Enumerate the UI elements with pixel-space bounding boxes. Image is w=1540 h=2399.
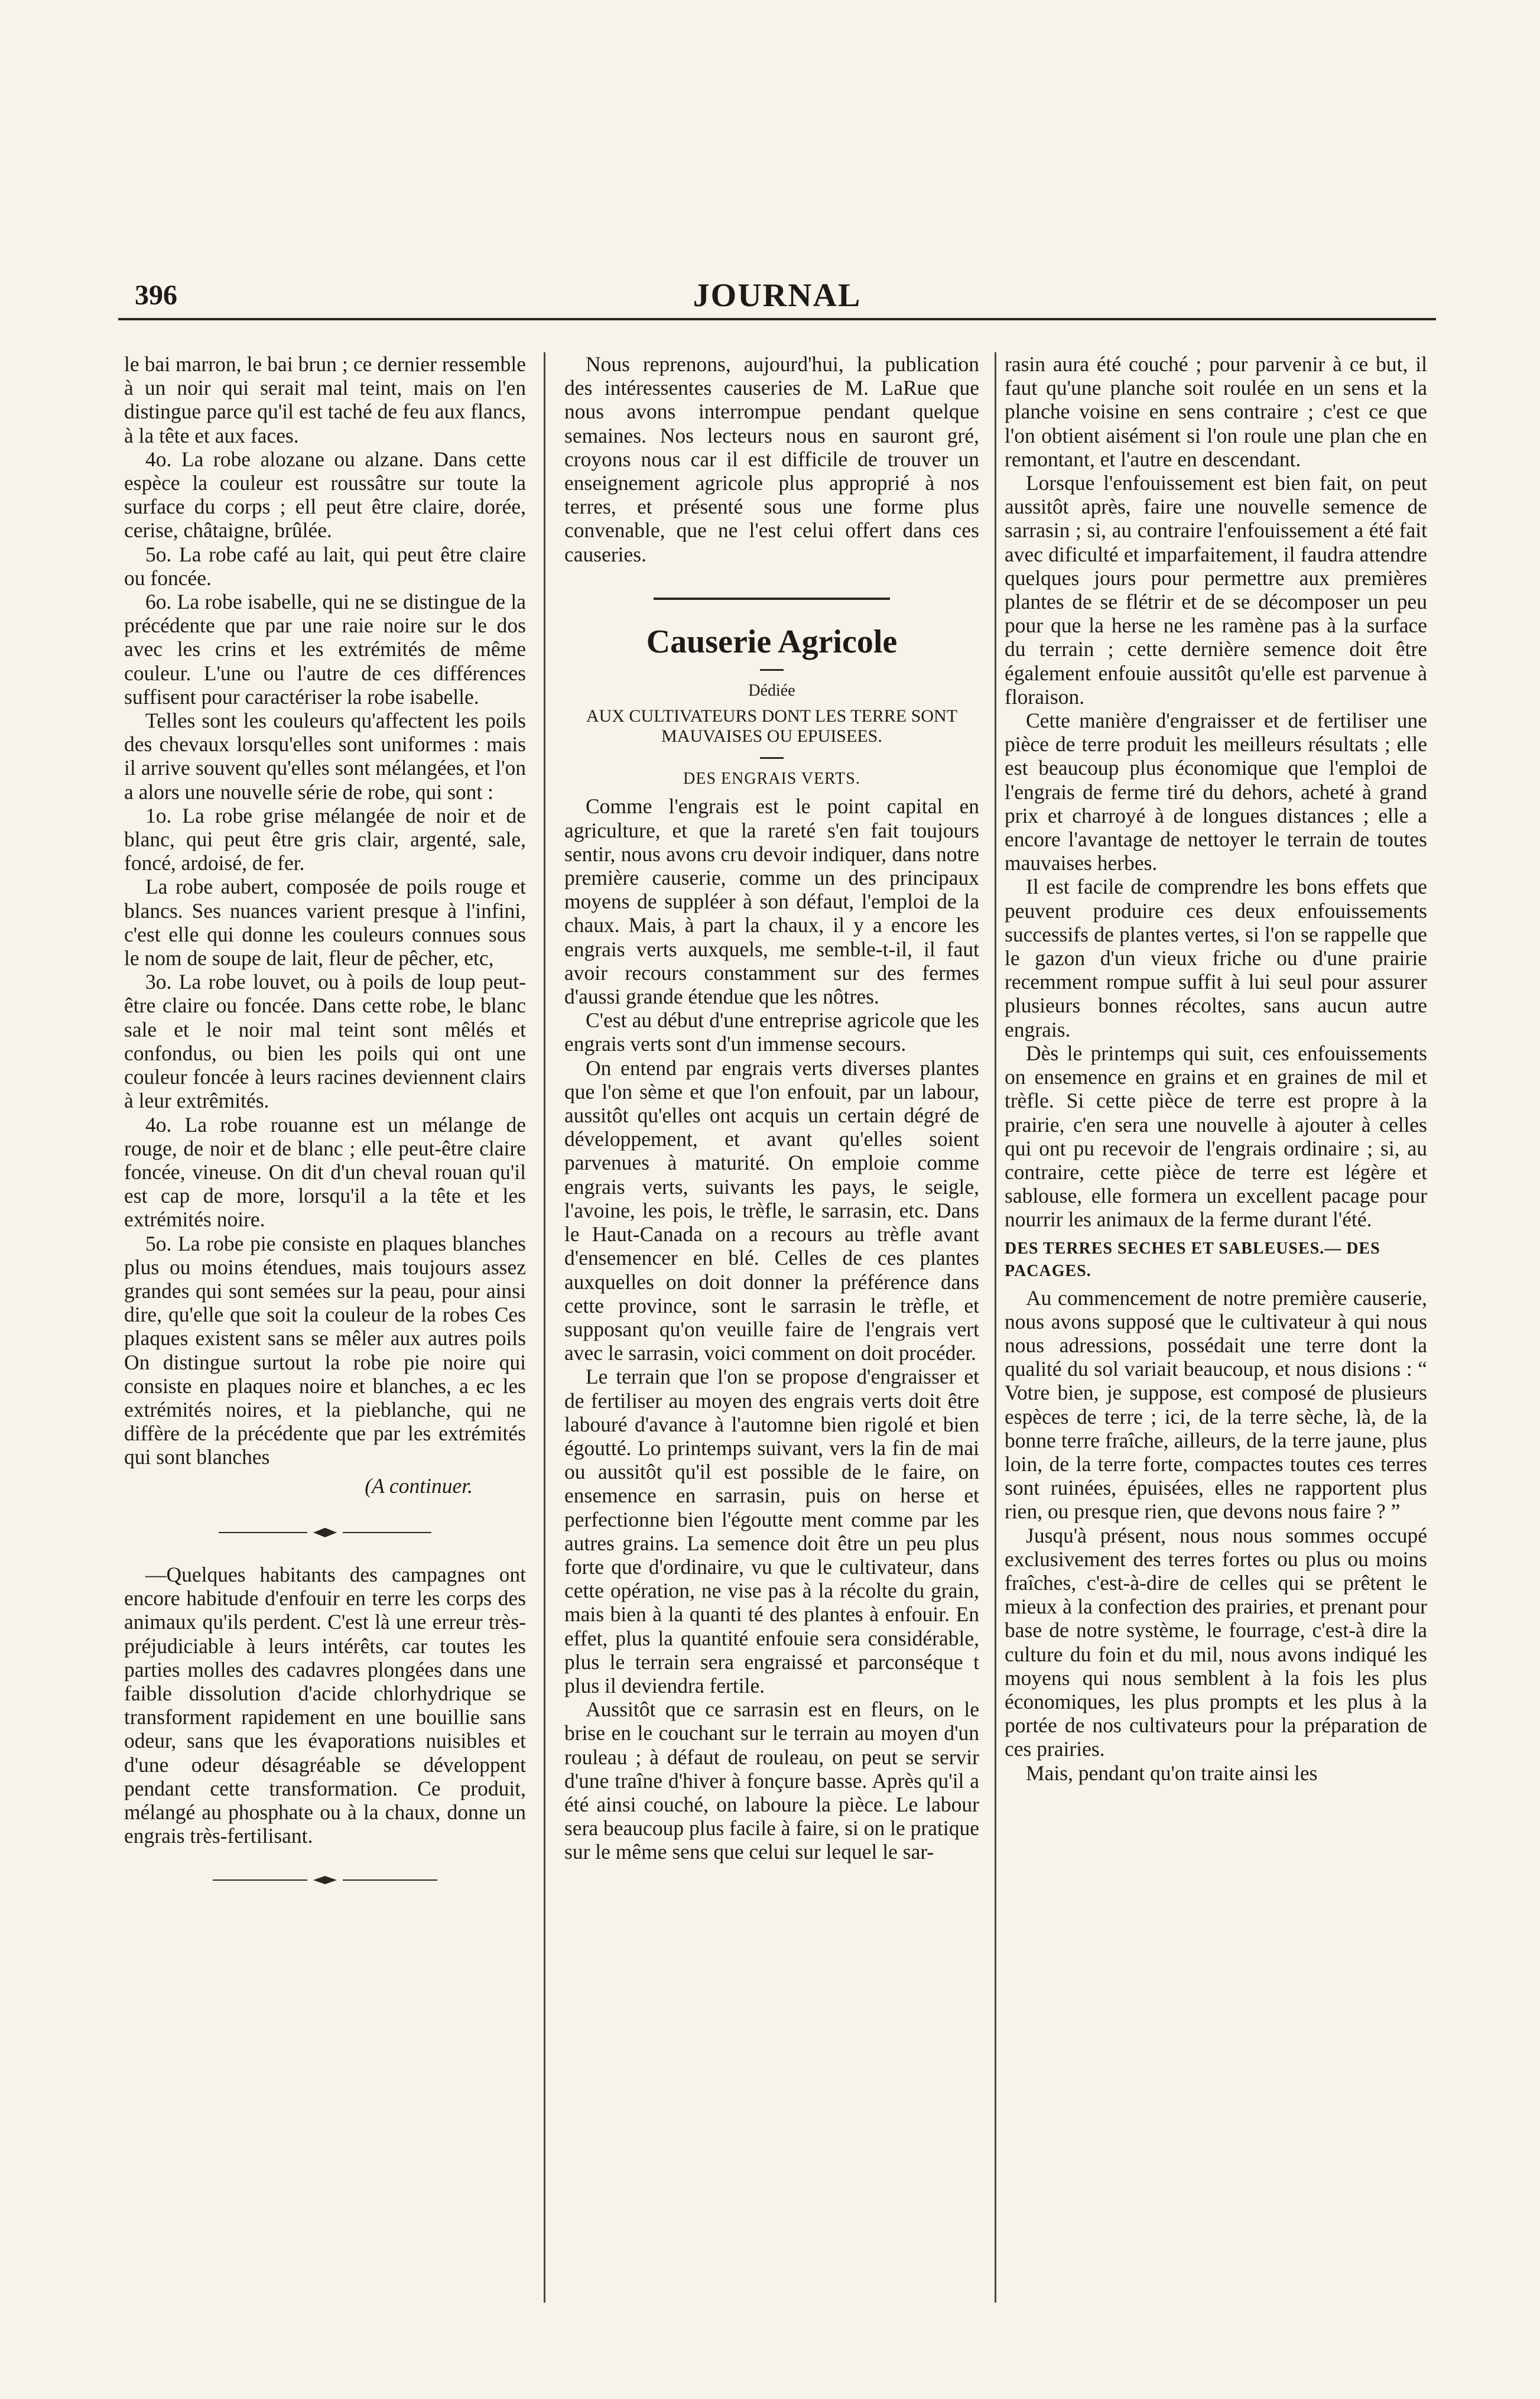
continued-note: (A continuer. [365,1473,473,1498]
paragraph: Jusqu'à présent, nous nous sommes occupé exclusivement des terres fortes ou plus ou moins fraîches, c'est-à-dire de celles qui se prêtent le mieux à la confection des prairies, et prenant pour base de notre système, le fourrage, c'est-à dire la culture du foin et du mil, nous avons indiqué les moyens qui nous semblent à la fois les plus économiques, les plus prompts et les plus à la portée de nos cultivateurs pour la préparation de ces prairies. [1005,1523,1427,1761]
column-rule-1 [544,352,545,2303]
dedication: Dédiée [748,681,795,700]
ornament-divider [564,587,979,611]
column-3 [1005,352,1427,1785]
short-rule [760,669,784,671]
paragraph: Il est facile de comprendre les bons effets que peuvent produire ces deux enfouissements successifs de plantes vertes, si l'on se rappelle que le gazon d'un vieux friche ou d'une prairie recemment rompue suffit à lui seul pour assurer plusieurs bonnes récoltes, sans aucun autre engrais. [1005,875,1427,1041]
paragraph: Cette manière d'engraisser et de fertiliser une pièce de terre produit les meilleurs résultats ; elle est beaucoup plus économique que l'emploi de l'engrais de ferme tiré du dehors, acheté à grand prix et charroyé à de longues distances ; elle a encore l'avantage de nettoyer le terrain de toutes mauvaises herbes. [1005,709,1427,875]
paragraph: 1o. La robe grise mélangée de noir et de blanc, qui peut être gris clair, argenté, sale, foncé, ardoisé, de fer. [124,803,526,875]
short-rule [760,757,784,759]
column-1 [124,352,526,1905]
paragraph: rasin aura été couché ; pour parvenir à ce but, il faut qu'une planche soit roulée en un sens et la planche voisine en sens contraire ; c'est ce que l'on obtient aisément si l'on roule une plan che en remontant, et l'autre en descendant. [1005,352,1427,471]
paragraph: La robe aubert, composée de poils rouge et blancs. Ses nuances varient presque à l'infini, c'est elle qui donne les couleurs connues sous le nom de soupe de lait, fleur de pêcher, etc, [124,875,526,970]
paragraph: —Quelques habitants des campagnes ont encore habitude d'enfouir en terre les corps des animaux qu'ils perdent. C'est là une erreur très-préjudiciable à leurs intérêts, car toutes les parties molles des cadavres plongées dans une faible dissolution d'acide chlorhydrique se transforment rapidement en une bouillie sans odeur, sans que les évaporations nuisibles et d'une odeur désagréable se développent pendant cette transformation. Ce produit, mélangé au phosphate ou à la chaux, donne un engrais très-fertilisant. [124,1562,526,1848]
paragraph: On entend par engrais verts diverses plantes que l'on sème et que l'on enfouit, par un labour, aussitôt qu'elles ont acquis un certain dégré de développement, et avant qu'elles soient parvenues à maturité. On emploie comme engrais verts, suivants les pays, le seigle, l'avoine, les pois, le trèfle, le sarrasin, etc. Dans le Haut-Canada on a recours au trèfle avant d'ensemencer en blé. Celles de ces plantes auxquelles on doit donner la préférence dans cette province, sont le sarrasin le trèfle, et supposant qu'on veuille faire de l'engrais vert avec le sarrasin, voici comment on doit procéder. [564,1056,979,1365]
page-number: 396 [135,280,177,311]
intro-paragraph: Nous reprenons, aujourd'hui, la publication des intéressentes causeries de M. LaRue que nous avons interrompue pendant quelque semaines. Nos lecteurs nous en sauront gré, croyons nous car il est difficile de trouver un enseignement agricole plus approprié à nos terres, et présenté sous une forme plus convenable, que ne l'est celui offert dans ces causeries. [564,352,979,566]
dedication-recipients: AUX CULTIVATEURS DONT LES TERRE SONT MAUVAISES OU EPUISEES. [586,706,958,746]
running-title: JOURNAL [693,277,862,314]
subheading: DES TERRES SECHES ET SABLEUSES.— DES PACAGES. [1005,1239,1380,1280]
paragraph: 3o. La robe louvet, ou à poils de loup peut-être claire ou foncée. Dans cette robe, le blanc sale et le noir mal teint sont mêlés et confondus, ou bien les poils qui ont une couleur foncée à leurs racines deviennent clairs à leur extrêmités. [124,970,526,1113]
paragraph: Le terrain que l'on se propose d'engraisser et de fertiliser au moyen des engrais verts doit être labouré d'avance à l'automne bien rigolé et bien égoutté. Lo printemps suivant, vers la fin de mai ou aussitôt qu'il est possible de le faire, on ensemence en sarrasin, puis on herse et perfectionne bien l'égoutte ment comme par les autres grains. La semence doit être un peu plus forte que d'ordinaire, vu que le cultivateur, dans cette opération, ne vise pas à la récolte du grain, mais bien à la quanti té des plantes à enfouir. En effet, plus la quantité enfouie sera considérable, plus le terrain sera engraissé et parconséque t plus il deviendra fertile. [564,1365,979,1697]
section-title: Causerie Agricole [646,624,898,661]
paragraph: Dès le printemps qui suit, ces enfouissements on ensemence en grains et en graines de mil et trèfle. Si cette pièce de terre est propre à la prairie, c'en sera une nouvelle à ajouter à celles qui ont pu recevoir de l'engrais ordinaire ; si, au contraire, cette pièce de terre est légère et sablouse, elle formera un excellent pacage pour nourrir les animaux de la ferme durant l'été. [1005,1041,1427,1232]
paragraph: Telles sont les couleurs qu'affectent les poils des chevaux lorsqu'elles sont uniformes : mais il arrive souvent qu'elles sont mélangées, et l'on a alors une nouvelle série de robe, qui sont : [124,709,526,804]
paragraph: 6o. La robe isabelle, qui ne se distingue de la précédente que par une raie noire sur le dos avec les crins et les extrémités de même couleur. L'une ou l'autre de ces différences suffisent pour caractériser la robe isabelle. [124,590,526,709]
paragraph: le bai marron, le bai brun ; ce dernier ressemble à un noir qui serait mal teint, mais on l'en distingue parce qu'il est taché de feu aux flancs, à la tête et aux faces. [124,352,526,447]
paragraph: Mais, pendant qu'on traite ainsi les [1026,1761,1318,1785]
subheading: DES ENGRAIS VERTS. [683,770,860,788]
paragraph: C'est au début d'une entreprise agricole que les engrais verts sont d'un immense secours. [564,1008,979,1056]
paragraph: 4o. La robe rouanne est un mélange de rouge, de noir et de blanc ; elle peut-être claire foncée, vineuse. On dit d'un cheval rouan qu'il est cap de more, lorsqu'il a la tête et les extrémités noire. [124,1112,526,1232]
page-header [118,277,1436,320]
paragraph: 5o. La robe café au lait, qui peut être claire ou foncée. [124,542,526,590]
paragraph: Aussitôt que ce sarrasin est en fleurs, on le brise en le couchant sur le terrain au moyen d'un rouleau ; à défaut de rouleau, on peut se servir d'une traîne d'hiver à fonçure basse. Après qu'il a été ainsi couché, on laboure la pièce. Le labour sera beaucoup plus facile à faire, si on le pratique sur le même sens que celui sur lequel le sar- [564,1697,979,1864]
column-2 [564,352,979,1864]
ornament-divider [124,1521,526,1545]
ornament-divider [124,1869,526,1892]
column-rule-2 [995,352,996,2303]
paragraph: Au commencement de notre première causerie, nous avons supposé que le cultivateur à qui nous nous adressions, possédait une terre dont la qualité du sol variait beaucoup, et nous disions : “ Votre bien, je suppose, est composé de plusieurs espèces de terre ; ici, de la terre sèche, là, de la bonne terre fraîche, ailleurs, de la terre jaune, plus loin, de la terre forte, compactes toutes ces terres sont ruinées, épuisées, elles ne rapportent plus rien, ou presque rien, que devons nous faire ? ” [1005,1285,1427,1524]
paragraph: 4o. La robe alozane ou alzane. Dans cette espèce la couleur est roussâtre sur toute la surface du corps ; ell peut être claire, dorée, cerise, châtaigne, brûlée. [124,447,526,543]
paragraph: Lorsque l'enfouissement est bien fait, on peut aussitôt après, faire une nouvelle semence de sarrasin ; si, au contraire l'enfouissement a été fait avec dificulté et imparfaitement, il faudra attendre quelques jours pour permettre aux premières plantes de se flétrir et de se décomposer un peu pour que la herse ne les ramène pas à la surface du terrain ; cette dernière semence doit être également enfouie aussitôt qu'elle est parvenue à floraison. [1005,471,1427,709]
paragraph: Comme l'engrais est le point capital en agriculture, et que la rareté s'en fait toujours sentir, nous avons cru devoir indiquer, dans notre première causerie, comme un des principaux moyens de suppléer à son défaut, l'emploi de la chaux. Mais, à part la chaux, il y a encore les engrais verts auxquels, me semble-t-il, il faut avoir recours constamment sur des fermes d'aussi grande étendue que les nôtres. [564,794,979,1009]
paragraph: 5o. La robe pie consiste en plaques blanches plus ou moins étendues, mais toujours assez grandes qui sont semées sur la peau, pour ainsi dire, qu'elle que soit la couleur de la robes Ces plaques existent sans se mêler aux autres poils On distingue surtout la robe pie noire qui consiste en plaques noire et blanches, a ec les extrémités noires, et la pieblanche, qui ne diffère de la précédente que par les extrémités qui sont blanches [124,1231,526,1469]
